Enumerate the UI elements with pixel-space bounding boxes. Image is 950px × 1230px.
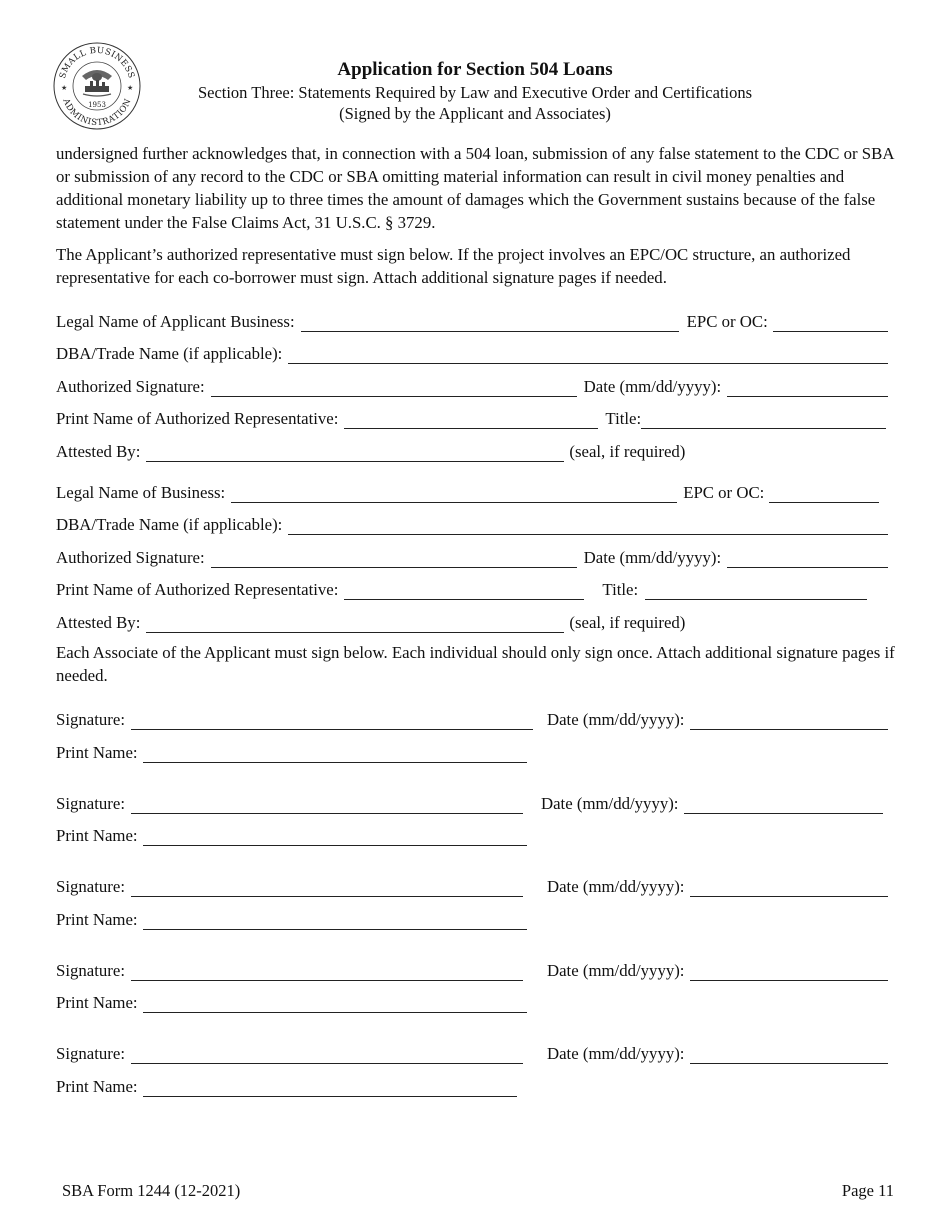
section-subtitle: Section Three: Statements Required by Law and Executive Order and Certifications	[197, 83, 753, 102]
authorized-signature-label: Authorized Signature:	[56, 548, 205, 567]
dba-label: DBA/Trade Name (if applicable):	[56, 515, 283, 534]
epc-oc-label: EPC or OC:	[686, 312, 768, 331]
associate-4-print-name-field[interactable]	[143, 995, 527, 1013]
applicant-signature-field[interactable]	[211, 379, 577, 397]
seal-top-text: SMALL BUSINESS	[57, 45, 137, 80]
applicant-epc-oc-field[interactable]	[773, 314, 888, 332]
business-attested-field[interactable]	[146, 615, 564, 633]
associate-4-signature-field[interactable]	[131, 963, 523, 981]
business-signature-row	[56, 546, 888, 568]
seal-required-label: (seal, if required)	[569, 613, 686, 632]
applicant-date-field[interactable]	[727, 379, 888, 397]
seal-year: 1953	[88, 101, 106, 109]
associate-2-signature-field[interactable]	[131, 796, 523, 814]
representative-instructions: The Applicant’s authorized representative must sign below. If the project involves an EPC/OC structure, an authorized representative for each co-borrower must sign. Attach additional signature pages if needed.	[56, 245, 851, 287]
associate-3-signature-field[interactable]	[131, 879, 523, 897]
business-legal-name-row	[56, 481, 879, 503]
attested-by-label: Attested By:	[56, 613, 141, 632]
associate-3-print-name-row	[56, 908, 888, 930]
applicant-print-name-field[interactable]	[344, 411, 598, 429]
applicant-attested-field[interactable]	[146, 444, 564, 462]
associate-1-signature-row	[56, 708, 888, 730]
business-print-name-field[interactable]	[344, 582, 584, 600]
associate-4-signature-row	[56, 959, 888, 981]
date-label: Date (mm/dd/yyyy):	[540, 794, 679, 813]
seal-bottom-text: ADMINISTRATION	[60, 97, 134, 129]
associate-5-signature-field[interactable]	[131, 1046, 523, 1064]
page-header	[150, 58, 800, 124]
sba-seal-logo	[52, 40, 142, 132]
associate-2-print-name-field[interactable]	[143, 828, 527, 846]
title-label: Title:	[605, 409, 642, 428]
dba-label: DBA/Trade Name (if applicable):	[56, 344, 283, 363]
business-dba-field[interactable]	[288, 517, 888, 535]
attested-by-label: Attested By:	[56, 442, 141, 461]
applicant-title-field[interactable]	[641, 411, 886, 429]
applicant-dba-field[interactable]	[288, 346, 888, 364]
associate-3-print-name-field[interactable]	[143, 912, 527, 930]
seal-required-label: (seal, if required)	[569, 442, 686, 461]
applicant-legal-name-field[interactable]	[301, 314, 679, 332]
associate-4-date-field[interactable]	[690, 963, 888, 981]
associate-1-date-field[interactable]	[690, 712, 888, 730]
applicant-dba-row	[56, 342, 888, 364]
date-label: Date (mm/dd/yyyy):	[546, 1044, 685, 1063]
associate-5-signature-row	[56, 1042, 888, 1064]
business-signature-field[interactable]	[211, 550, 577, 568]
business-attested-row	[56, 611, 888, 633]
false-statement-paragraph: undersigned further acknowledges that, in connection with a 504 loan, submission of any false statement to the CDC or SBA or submission of any record to the CDC or SBA omitting material information can result in civil money penalties and additional monetary liability up to three times the amount of damages which the Government sustains because of the false statement under the False Claims Act, 31 U.S.C. § 3729.	[56, 144, 894, 232]
date-label: Date (mm/dd/yyyy):	[546, 877, 685, 896]
associate-1-print-name-row	[56, 741, 888, 763]
print-name-label: Print Name:	[56, 993, 138, 1012]
form-title: Application for Section 504 Loans	[337, 59, 613, 80]
associate-2-signature-row	[56, 792, 883, 814]
associate-2-print-name-row	[56, 824, 888, 846]
form-id: SBA Form 1244 (12-2021)	[62, 1181, 241, 1200]
associate-3-signature-row	[56, 875, 888, 897]
signature-label: Signature:	[56, 1044, 125, 1063]
print-name-label: Print Name:	[56, 826, 138, 845]
associate-5-print-name-field[interactable]	[143, 1079, 517, 1097]
associate-5-print-name-row	[56, 1075, 888, 1097]
epc-oc-label: EPC or OC:	[683, 483, 765, 502]
business-epc-oc-field[interactable]	[769, 485, 879, 503]
page-number: Page 11	[841, 1181, 894, 1200]
associates-instructions: Each Associate of the Applicant must sign below. Each individual should only sign once. Attach additional signature pages if needed.	[56, 643, 895, 685]
applicant-signature-row	[56, 375, 888, 397]
print-name-label: Print Name:	[56, 910, 138, 929]
business-dba-row	[56, 513, 888, 535]
legal-name-label: Legal Name of Business:	[56, 483, 226, 502]
business-date-field[interactable]	[727, 550, 888, 568]
signature-label: Signature:	[56, 710, 125, 729]
print-name-label: Print Name of Authorized Representative:	[56, 580, 339, 599]
applicant-legal-name-row	[56, 310, 888, 332]
print-name-label: Print Name:	[56, 743, 138, 762]
signature-note: (Signed by the Applicant and Associates)	[339, 104, 611, 123]
business-title-field[interactable]	[645, 582, 867, 600]
associate-5-date-field[interactable]	[690, 1046, 888, 1064]
signature-label: Signature:	[56, 877, 125, 896]
date-label: Date (mm/dd/yyyy):	[583, 377, 722, 396]
print-name-label: Print Name of Authorized Representative:	[56, 409, 339, 428]
legal-name-label: Legal Name of Applicant Business:	[56, 312, 295, 331]
title-label: Title:	[602, 580, 639, 599]
applicant-print-name-row	[56, 407, 886, 429]
applicant-attested-row	[56, 440, 888, 462]
print-name-label: Print Name:	[56, 1077, 138, 1096]
associate-3-date-field[interactable]	[690, 879, 888, 897]
date-label: Date (mm/dd/yyyy):	[546, 961, 685, 980]
authorized-signature-label: Authorized Signature:	[56, 377, 205, 396]
business-print-name-row	[56, 578, 867, 600]
associate-2-date-field[interactable]	[684, 796, 883, 814]
signature-label: Signature:	[56, 794, 125, 813]
svg-text:★: ★	[127, 84, 134, 92]
associate-1-signature-field[interactable]	[131, 712, 533, 730]
date-label: Date (mm/dd/yyyy):	[583, 548, 722, 567]
signature-label: Signature:	[56, 961, 125, 980]
associate-1-print-name-field[interactable]	[143, 745, 527, 763]
svg-text:★: ★	[61, 84, 68, 92]
associate-4-print-name-row	[56, 991, 888, 1013]
business-legal-name-field[interactable]	[231, 485, 677, 503]
date-label: Date (mm/dd/yyyy):	[546, 710, 685, 729]
